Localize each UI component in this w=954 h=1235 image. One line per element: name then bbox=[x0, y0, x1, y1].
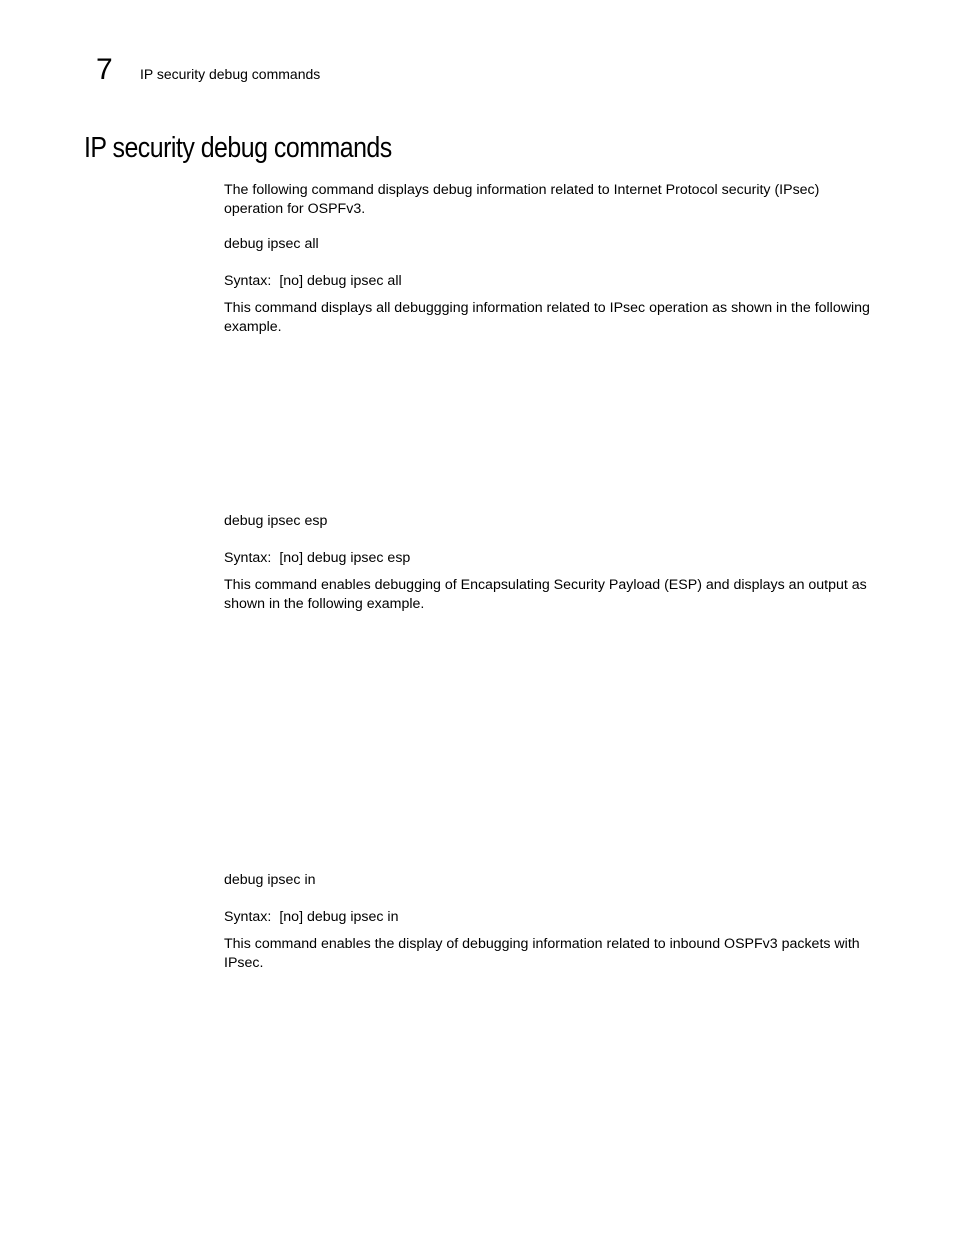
command-description-ipsec-in: This command enables the display of debugging information related to inbound OSPFv3 packets with IPsec. bbox=[224, 936, 860, 971]
syntax-bracket-open: [ bbox=[279, 273, 284, 289]
syntax-label: Syntax: bbox=[224, 273, 272, 289]
syntax-label: Syntax: bbox=[224, 909, 272, 925]
command-heading-ipsec-esp: debug ipsec esp bbox=[224, 513, 328, 529]
command-heading-ipsec-all: debug ipsec all bbox=[224, 236, 319, 252]
command-description-ipsec-all: This command displays all debuggging information related to IPsec operation as shown in the following example. bbox=[224, 300, 870, 335]
syntax-label: Syntax: bbox=[224, 550, 272, 566]
syntax-option: no bbox=[283, 909, 300, 925]
syntax-bracket-close: ] bbox=[299, 909, 304, 925]
syntax-bracket-open: [ bbox=[279, 909, 284, 925]
syntax-command: debug ipsec esp bbox=[306, 550, 411, 566]
syntax-option: no bbox=[283, 273, 300, 289]
running-header-title: IP security debug commands bbox=[140, 66, 321, 82]
syntax-bracket-close: ] bbox=[299, 273, 304, 289]
syntax-line-ipsec-esp bbox=[224, 549, 410, 567]
section-title: IP security debug commands bbox=[84, 132, 392, 164]
syntax-command: debug ipsec in bbox=[306, 909, 399, 925]
syntax-line-ipsec-all bbox=[224, 272, 402, 290]
section-intro: The following command displays debug information related to Internet Protocol security (IPsec) operation for OSPFv3. bbox=[224, 182, 820, 217]
command-description-ipsec-esp: This command enables debugging of Encapsulating Security Payload (ESP) and displays an output as shown in the following example. bbox=[224, 577, 867, 612]
syntax-bracket-open: [ bbox=[279, 550, 284, 566]
syntax-bracket-close: ] bbox=[299, 550, 304, 566]
syntax-line-ipsec-in bbox=[224, 908, 398, 926]
syntax-option: no bbox=[283, 550, 300, 566]
syntax-command: debug ipsec all bbox=[306, 273, 402, 289]
chapter-number: 7 bbox=[96, 53, 113, 86]
command-heading-ipsec-in: debug ipsec in bbox=[224, 872, 316, 888]
